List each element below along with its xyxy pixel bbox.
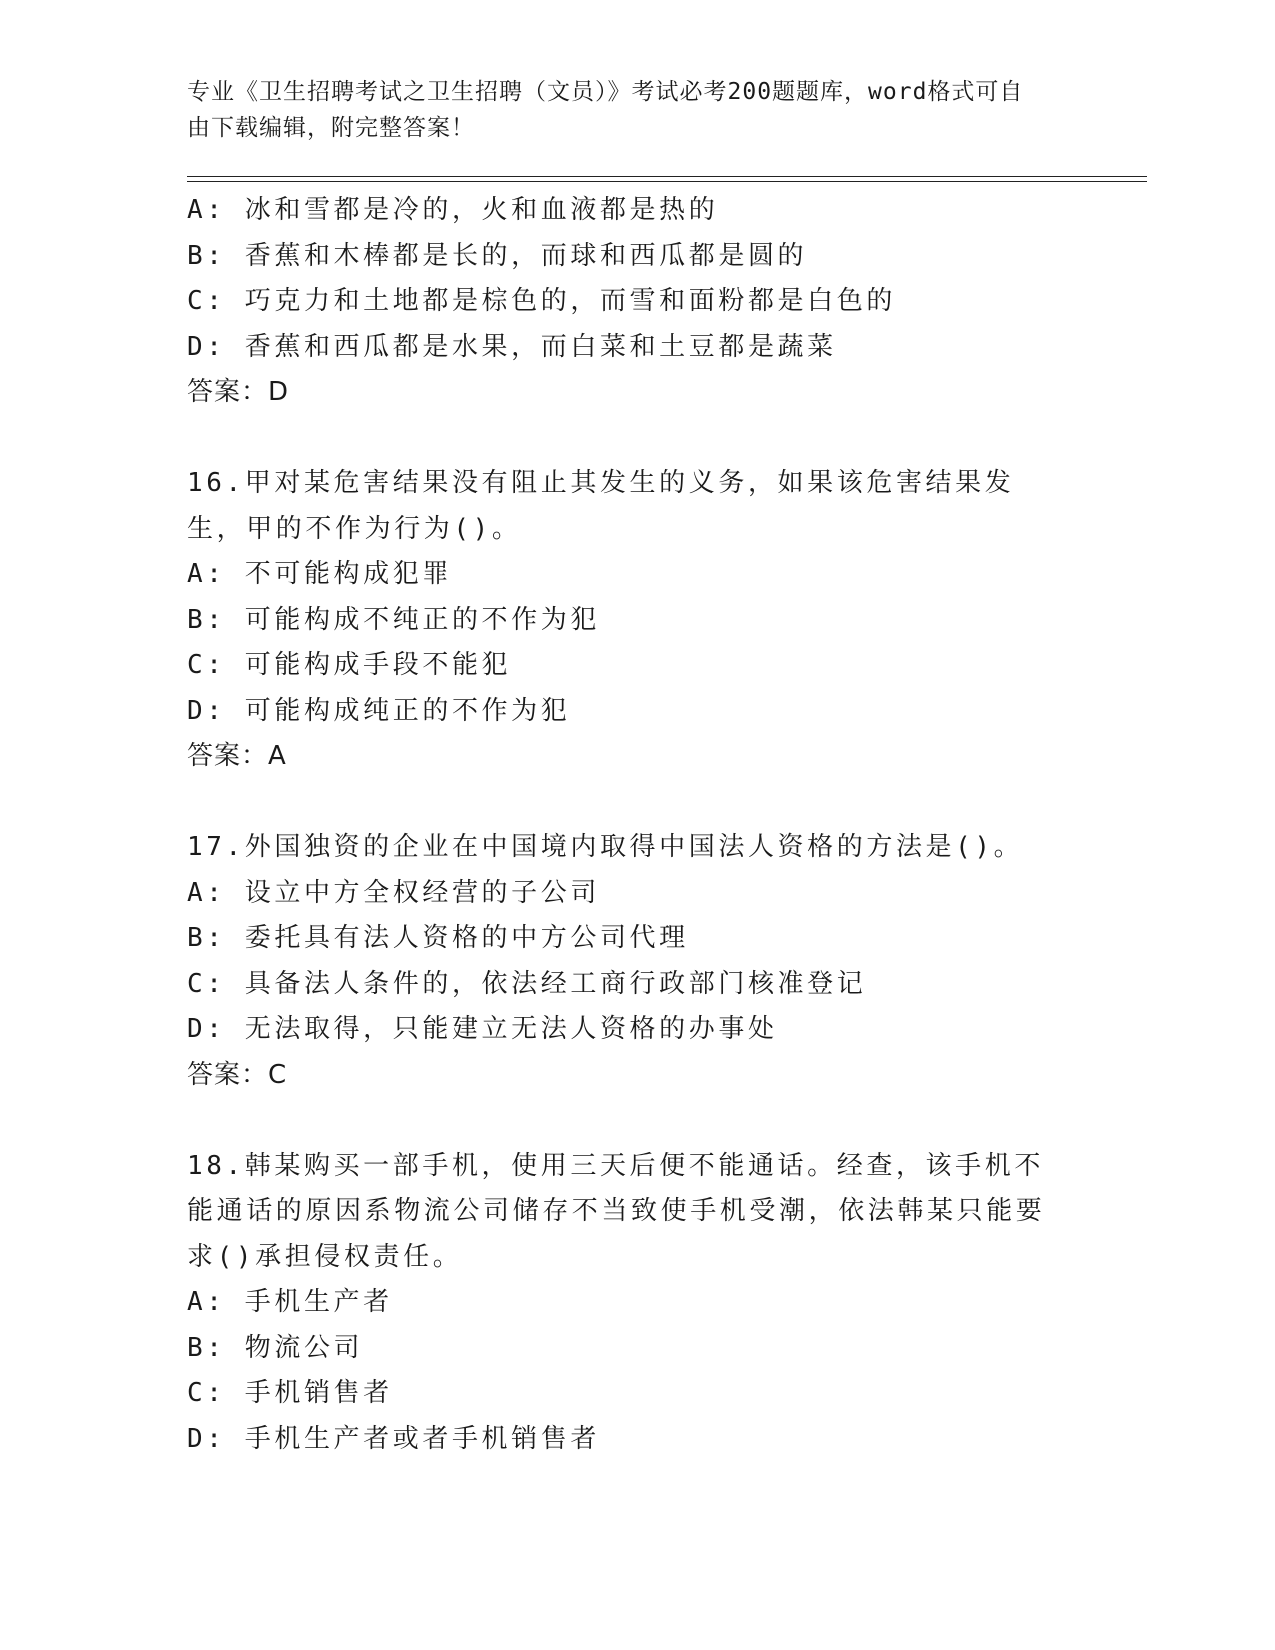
option-d: D: 无法取得，只能建立无法人资格的办事处: [187, 1014, 778, 1044]
option-c: C: 手机销售者: [187, 1378, 393, 1408]
question-list: [187, 188, 1087, 1462]
header-line-1: 专业《卫生招聘考试之卫生招聘（文员）》考试必考200题题库，word格式可自: [187, 79, 1024, 105]
question-15-continued: [187, 188, 1087, 416]
question-stem: 17.外国独资的企业在中国境内取得中国法人资格的方法是()。: [187, 832, 1024, 862]
header-divider-top: [187, 176, 1147, 177]
option-d: D: 可能构成纯正的不作为犯: [187, 695, 571, 726]
answer-line: 答案：C: [187, 1059, 288, 1090]
question-17: [187, 825, 1087, 1098]
option-a: A: 冰和雪都是冷的，火和血液都是热的: [187, 195, 719, 225]
question-18: [187, 1144, 1087, 1463]
option-c: C: 具备法人条件的，依法经工商行政部门核准登记: [187, 968, 867, 999]
option-b: B: 香蕉和木棒都是长的，而球和西瓜都是圆的: [187, 240, 808, 271]
option-d: D: 手机生产者或者手机销售者: [187, 1423, 600, 1454]
option-c: C: 巧克力和土地都是棕色的，而雪和面粉都是白色的: [187, 286, 896, 316]
option-a: A: 不可能构成犯罪: [187, 559, 452, 589]
option-b: B: 委托具有法人资格的中方公司代理: [187, 923, 689, 953]
option-a: A: 手机生产者: [187, 1287, 393, 1317]
option-d: D: 香蕉和西瓜都是水果，而白菜和土豆都是蔬菜: [187, 331, 837, 362]
option-c: C: 可能构成手段不能犯: [187, 650, 512, 680]
question-stem: 18.韩某购买一部手机，使用三天后便不能通话。经查，该手机不能通话的原因系物流公司储存不当致使手机受潮，依法韩某只能要求()承担侵权责任。: [187, 1150, 1046, 1272]
header-line-2: 由下载编辑，附完整答案！: [187, 115, 475, 141]
spacer: [187, 1098, 1087, 1144]
document-header: [187, 74, 1067, 146]
option-b: B: 可能构成不纯正的不作为犯: [187, 604, 600, 635]
header-divider-bottom: [187, 181, 1147, 182]
option-b: B: 物流公司: [187, 1332, 364, 1363]
answer-line: 答案：D: [187, 377, 290, 407]
question-16: [187, 461, 1087, 780]
question-stem: 16.甲对某危害结果没有阻止其发生的义务，如果该危害结果发生，甲的不作为行为()。: [187, 468, 1015, 544]
spacer: [187, 780, 1087, 826]
spacer: [187, 416, 1087, 462]
answer-line: 答案：A: [187, 741, 287, 771]
option-a: A: 设立中方全权经营的子公司: [187, 877, 600, 908]
